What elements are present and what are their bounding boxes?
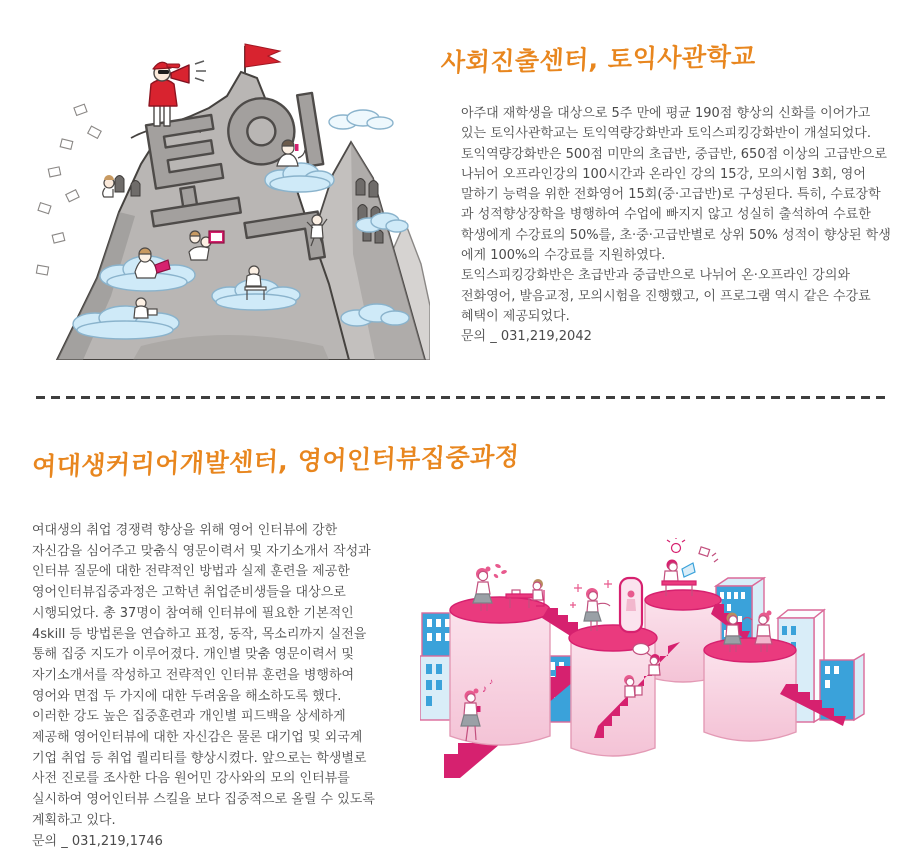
sparkle-icon — [604, 580, 612, 588]
section-interview-title: 여대생커리어개발센터, 영어인터뷰집중과정 — [31, 441, 521, 482]
dashed-divider — [36, 396, 886, 399]
music-note-icon: ♪ — [482, 684, 487, 695]
speech-bubble-icon — [633, 644, 649, 655]
summit-flag-icon — [245, 44, 280, 74]
text-line: 여대생의 취업 경쟁력 향상을 위해 영어 인터뷰에 강한 — [32, 523, 338, 538]
lightbulb-icon — [667, 538, 685, 542]
section-toeic-title: 사회진출센터, 토익사관학교 — [440, 41, 757, 78]
text-line: 4skill 등 방법론을 연습하고 표정, 동작, 목소리까지 실전을 — [32, 626, 367, 642]
text-line: 과 성적향상장학을 병행하여 수업에 빠지지 않고 성실히 출석하여 수료한 — [461, 207, 871, 223]
text-line: 제공해 영어인터뷰에 대한 자신감은 물론 대기업 및 외국계 — [32, 730, 363, 746]
sound-lines — [195, 61, 206, 81]
text-line: 나뉘어 오프라인강의 100시간과 온라인 강의 15강, 모의시험 3회, 영어 — [461, 166, 866, 182]
text-line: 기업 취업 등 취업 퀄리티를 향상시켰다. 앞으로는 학생별로 — [32, 750, 367, 766]
text-line: 자신감을 심어주고 맞춤식 영문이력서 및 자기소개서 작성과 — [32, 543, 371, 559]
flying-papers — [36, 104, 101, 275]
text-line: 문의 _ 031,219,1746 — [32, 833, 163, 849]
text-line: 아주대 재학생을 대상으로 5주 만에 평균 190점 향상의 신화를 이어가고 — [461, 106, 871, 121]
text-line: 인터뷰 질문에 대한 전략적인 방법과 실제 훈련을 제공한 — [32, 564, 350, 580]
text-line: 영어와 면접 두 가지에 대한 두려움을 해소하도록 했다. — [32, 688, 342, 704]
text-line: 실시하여 영어인터뷰 스킬을 보다 집중적으로 올릴 수 있도록 — [32, 792, 375, 808]
text-line: 자기소개서를 작성하고 전략적인 인터뷰 훈련을 병행하여 — [32, 667, 355, 683]
text-line: 통해 집중 지도가 이루어졌다. 개인별 맞춤 영문이력서 및 — [32, 647, 354, 663]
section-toeic-body — [461, 104, 910, 348]
text-line: 시행되었다. 총 37명이 참여해 인터뷰에 필요한 기본적인 — [32, 605, 354, 621]
toeic-mountain-illustration — [25, 16, 430, 360]
music-note-icon: ♪ — [489, 677, 493, 686]
text-line: 전화영어, 발음교정, 모의시험을 진행했고, 이 프로그램 역시 같은 수강료 — [461, 288, 871, 304]
mirror-practice-figures — [570, 578, 642, 632]
text-line: 혜택이 제공되었다. — [461, 308, 570, 324]
text-line: 있는 토익사관학교는 토익역량강화반과 토익스피킹강화반이 개설되었다. — [461, 126, 871, 142]
section-interview-body — [32, 521, 440, 852]
interview-stage-illustration — [420, 538, 910, 790]
text-line: 사전 진로를 조사한 다음 원어민 강사와의 모의 인터뷰를 — [32, 771, 350, 787]
text-line: 문의 _ 031,219,2042 — [461, 329, 592, 345]
text-line: 학생에게 수강료의 50%를, 초·중·고급반별로 상위 50% 성적이 향상된 학생 — [461, 227, 891, 243]
interview-stage-svg — [420, 538, 910, 790]
sparkle-icon — [570, 602, 576, 608]
stage-cylinder-4 — [704, 638, 796, 741]
text-line: 말하기 능력을 위한 전화영어 15회(중·고급반)로 구성된다. 특히, 수료장학 — [461, 187, 881, 203]
toeic-mountain-svg — [25, 16, 430, 360]
text-line: 영어인터뷰집중과정은 고학년 취업준비생들을 대상으로 — [32, 585, 346, 601]
text-line: 계획하고 있다. — [32, 812, 116, 828]
sparkle-icon — [574, 584, 582, 592]
text-line: 에게 100%의 수강료를 지원하였다. — [461, 248, 666, 264]
laptop-worker-figure — [662, 538, 718, 596]
text-line: 토익스피킹강화반은 초급반과 중급반으로 나뉘어 온·오프라인 강의와 — [461, 268, 850, 284]
text-line: 이러한 강도 높은 집중훈련과 개인별 피드백을 상세하게 — [32, 709, 346, 725]
text-line: 토익역량강화반은 500점 미만의 초급반, 중급반, 650점 이상의 고급반으로 — [461, 146, 887, 162]
